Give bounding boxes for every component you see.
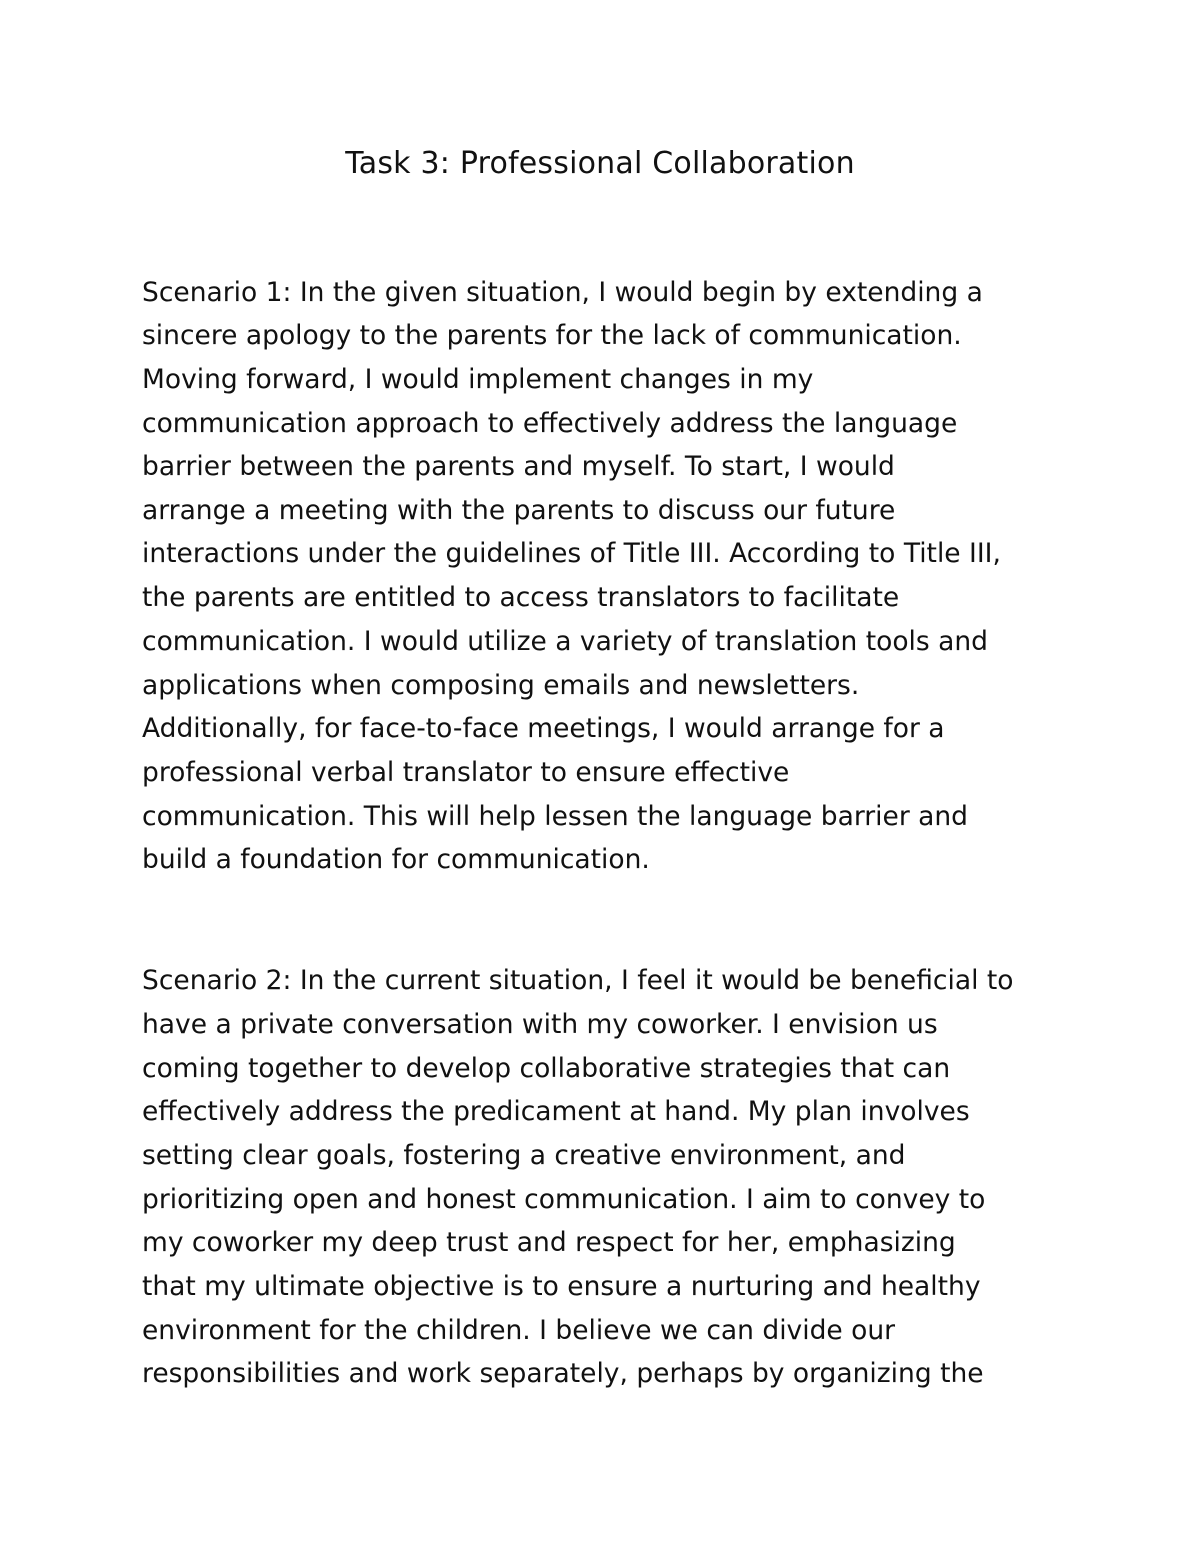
paragraph-line: have a private conversation with my coworker. I envision us (142, 1009, 938, 1040)
paragraph-line: build a foundation for communication. (142, 844, 650, 875)
paragraph-line: prioritizing open and honest communication. I aim to convey to (142, 1184, 986, 1215)
paragraph-line: that my ultimate objective is to ensure a nurturing and healthy (142, 1271, 981, 1302)
paragraph-line: arrange a meeting with the parents to discuss our future (142, 495, 896, 526)
paragraph-line: interactions under the guidelines of Title III. According to Title III, (142, 538, 1001, 569)
paragraph-line: Moving forward, I would implement changes in my (142, 364, 814, 395)
paragraph-line: Scenario 1: In the given situation, I would begin by extending a (142, 277, 983, 308)
paragraph-line: sincere apology to the parents for the lack of communication. (142, 320, 962, 351)
paragraph-line: effectively address the predicament at hand. My plan involves (142, 1096, 970, 1127)
paragraph-line: coming together to develop collaborative strategies that can (142, 1053, 951, 1084)
paragraph-line: Scenario 2: In the current situation, I feel it would be beneficial to (142, 965, 1014, 996)
paragraph-line: my coworker my deep trust and respect for her, emphasizing (142, 1227, 956, 1258)
paragraph-line: communication. I would utilize a variety of translation tools and (142, 626, 989, 657)
paragraph-line: environment for the children. I believe we can divide our (142, 1315, 896, 1346)
paragraph-line: communication. This will help lessen the language barrier and (142, 801, 968, 832)
paragraph-line: applications when composing emails and newsletters. (142, 670, 860, 701)
paragraph-line: professional verbal translator to ensure effective (142, 757, 790, 788)
paragraph-line: communication approach to effectively address the language (142, 408, 958, 439)
paragraph-line: Additionally, for face-to-face meetings, I would arrange for a (142, 713, 945, 744)
paragraph-line: the parents are entitled to access translators to facilitate (142, 582, 900, 613)
paragraph-line: setting clear goals, fostering a creative environment, and (142, 1140, 906, 1171)
paragraph-line: responsibilities and work separately, perhaps by organizing the (142, 1358, 984, 1389)
paragraph-line: barrier between the parents and myself. To start, I would (142, 451, 895, 482)
page-title: Task 3: Professional Collaboration (345, 146, 855, 181)
